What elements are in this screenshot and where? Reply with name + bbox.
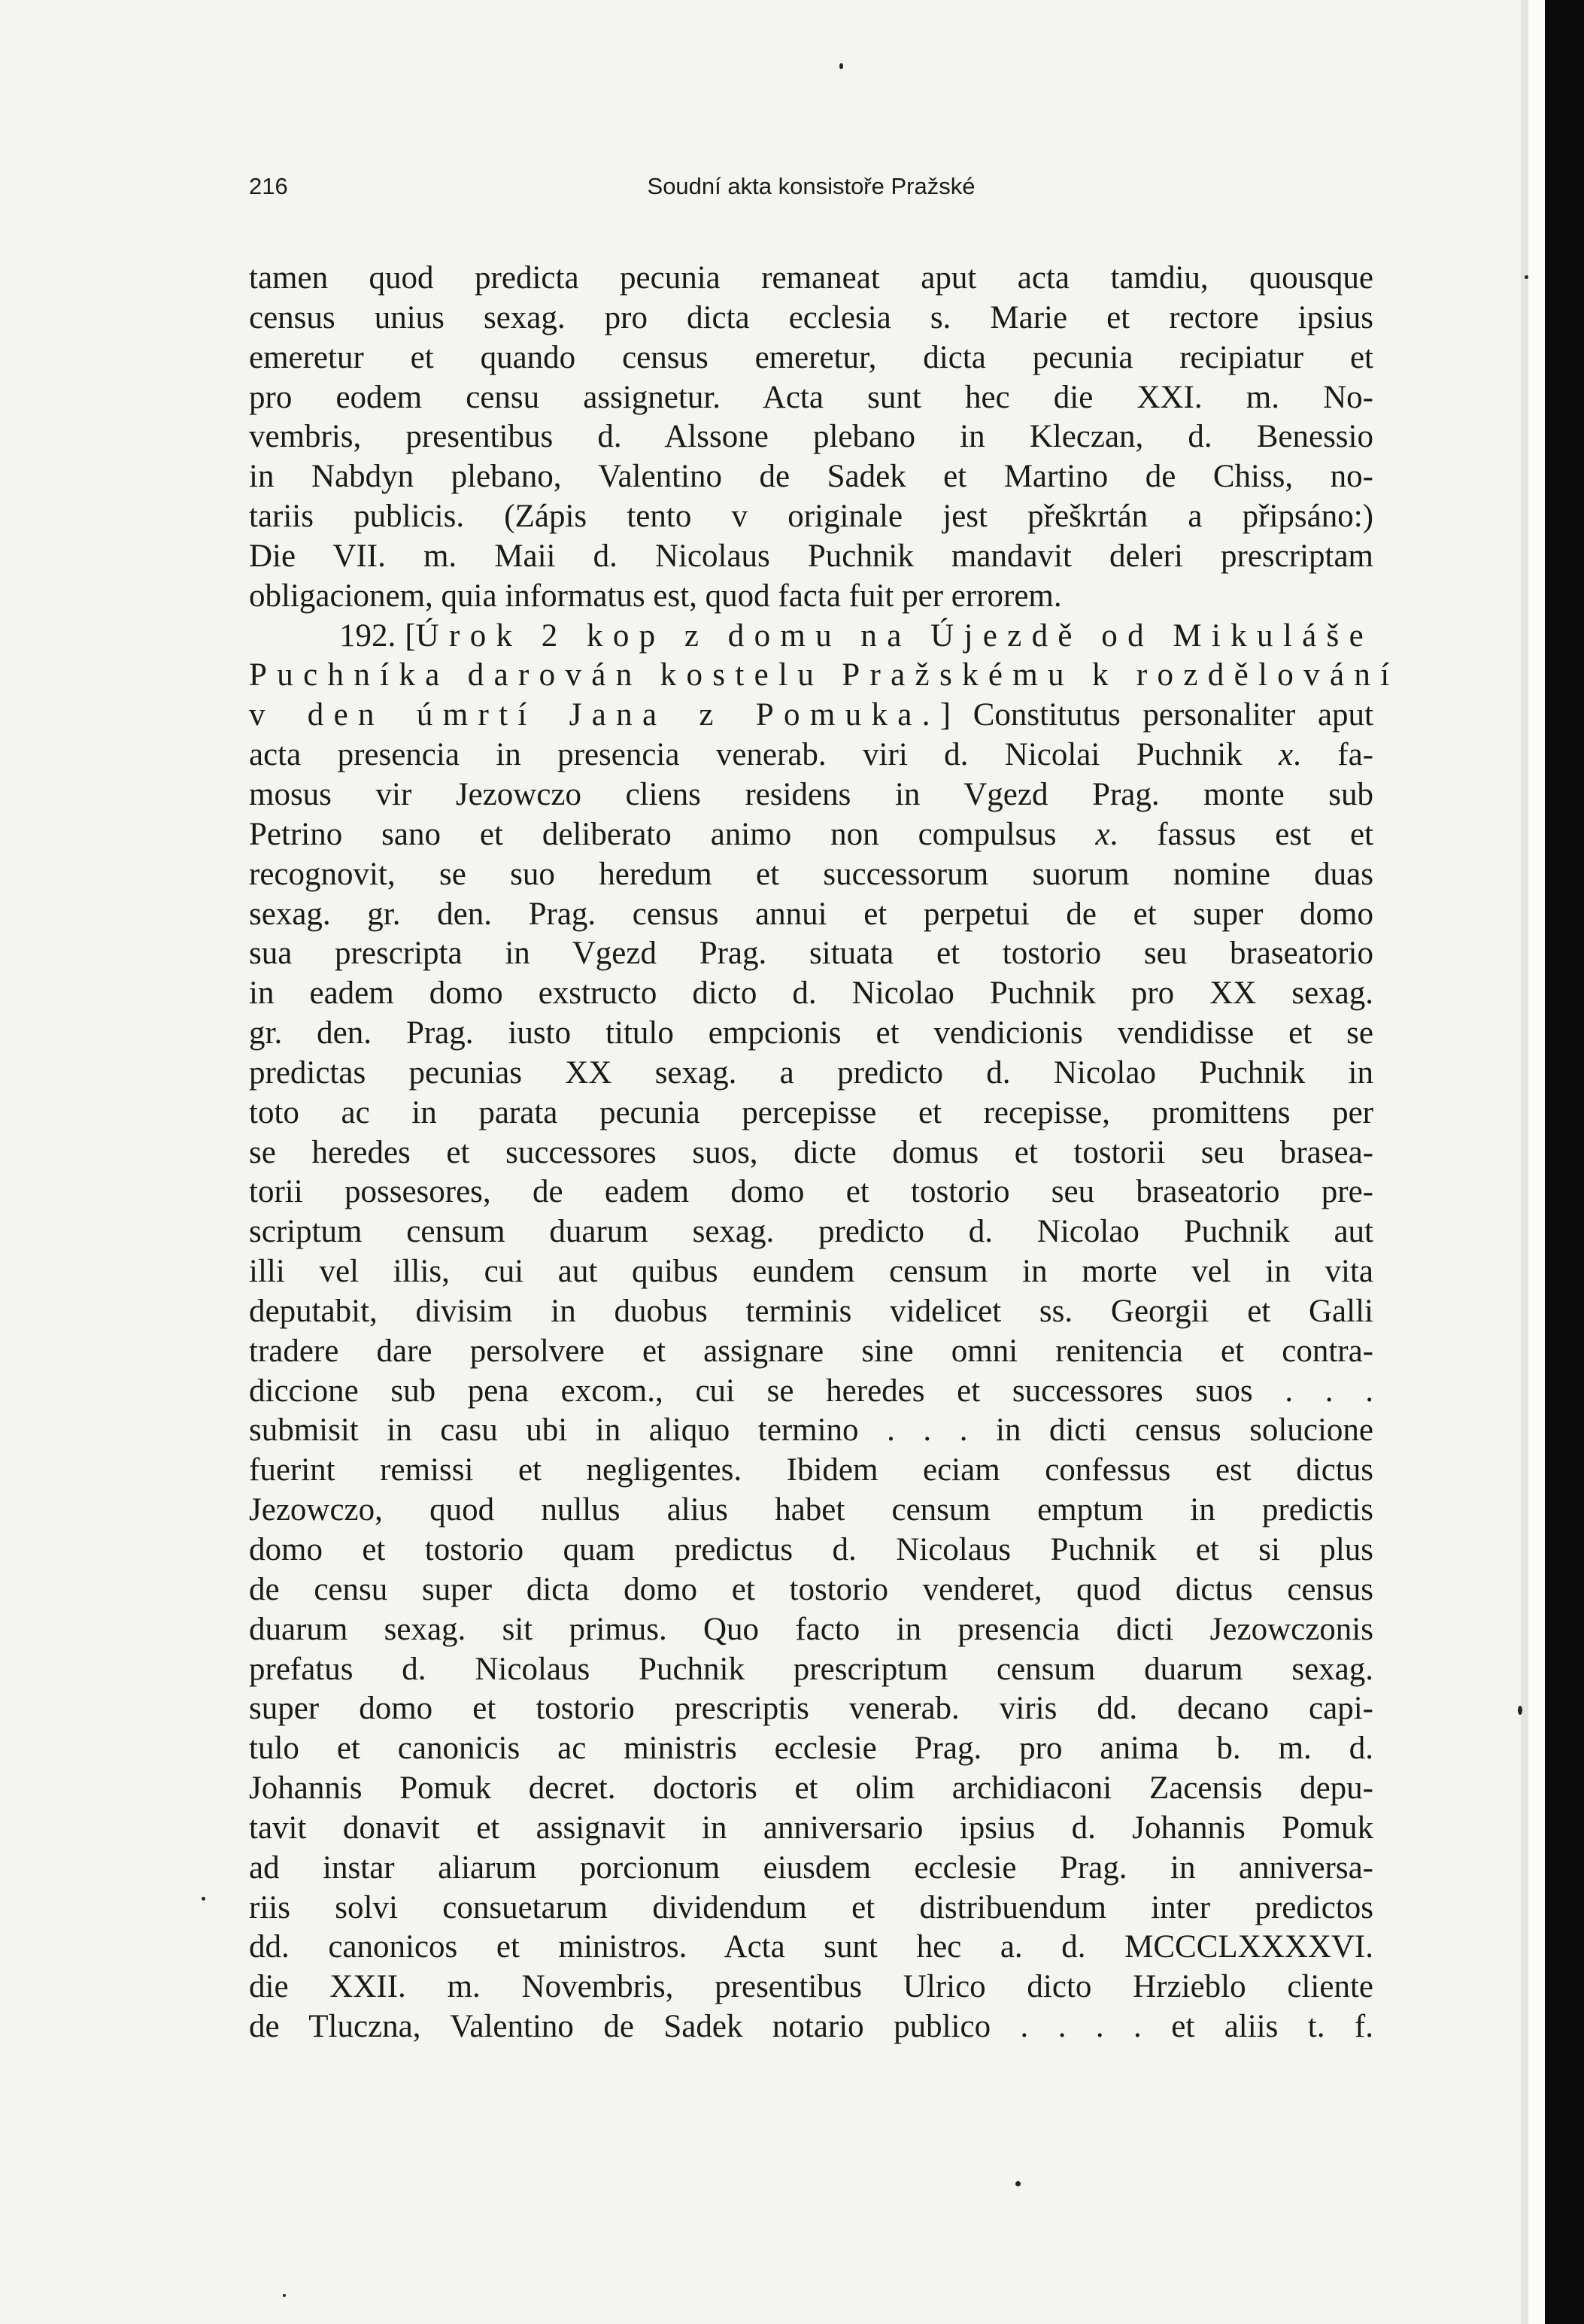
text-line bbox=[249, 617, 1373, 657]
text-line bbox=[249, 457, 1373, 497]
text-line bbox=[249, 775, 1373, 815]
text-segment: . fassus est et bbox=[1109, 816, 1374, 852]
text-line bbox=[249, 1173, 1373, 1212]
text-line bbox=[249, 338, 1373, 378]
text-line bbox=[249, 1014, 1373, 1054]
page-number: 216 bbox=[249, 173, 288, 199]
text-segment: x bbox=[1279, 737, 1294, 773]
text-segment: deputabit, divisim in duobus terminis videlicet ss. Georgii et Galli bbox=[249, 1293, 1373, 1329]
page-header bbox=[249, 173, 1373, 203]
text-line bbox=[249, 815, 1373, 855]
text-line bbox=[249, 417, 1373, 457]
text-segment: gr. den. Prag. iusto titulo empcionis et vendicionis vendidisse et se bbox=[249, 1015, 1373, 1051]
text-line bbox=[249, 1133, 1373, 1173]
text-segment: predictas pecunias XX sexag. a predicto d. Nicolao Puchnik in bbox=[249, 1054, 1373, 1091]
text-line bbox=[249, 1372, 1373, 1412]
text-line bbox=[249, 736, 1373, 775]
text-line bbox=[249, 537, 1373, 577]
text-segment: sexag. gr. den. Prag. census annui et perpetui de et super domo bbox=[249, 896, 1373, 932]
text-segment: ] Constitutus personaliter aput bbox=[939, 697, 1373, 733]
text-segment: torii possesores, de eadem domo et tostorio seu braseatorio pre- bbox=[249, 1174, 1373, 1210]
text-segment: acta presencia in presencia venerab. viri d. Nicolai Puchnik bbox=[249, 737, 1279, 773]
text-line bbox=[249, 1729, 1373, 1769]
text-segment: . fa- bbox=[1293, 737, 1373, 773]
text-line bbox=[249, 1094, 1373, 1133]
text-line bbox=[249, 1769, 1373, 1809]
text-segment: sua prescripta in Vgezd Prag. situata et tostorio seu braseatorio bbox=[249, 936, 1373, 972]
scan-speck bbox=[839, 63, 843, 69]
text-segment: in Nabdyn plebano, Valentino de Sadek et Martino de Chiss, no- bbox=[249, 459, 1373, 495]
text-segment: tariis publicis. (Zápis tento v originale jest přeškrtán a připsáno:) bbox=[249, 499, 1373, 535]
body-text bbox=[249, 259, 1400, 2047]
text-segment: tulo et canonicis ac ministris ecclesie Prag. pro anima b. m. d. bbox=[249, 1731, 1373, 1767]
text-line bbox=[249, 1411, 1373, 1451]
text-line bbox=[249, 2007, 1373, 2047]
text-line bbox=[249, 1491, 1373, 1531]
spaced-heading-text: Puchníka darován kostelu Pražskému k rozdělování bbox=[249, 657, 1400, 693]
text-line bbox=[249, 656, 1400, 696]
text-segment: Die VII. m. Maii d. Nicolaus Puchnik mandavit deleri prescriptam bbox=[249, 538, 1373, 574]
text-segment: se heredes et successores suos, dicte domus et tostorii seu brasea- bbox=[249, 1134, 1373, 1170]
scan-speck bbox=[202, 1897, 205, 1901]
text-segment: illi vel illis, cui aut quibus eundem censum in morte vel in vita bbox=[249, 1254, 1373, 1290]
text-line bbox=[249, 1968, 1373, 2007]
text-line bbox=[249, 299, 1373, 338]
text-segment: de censu super dicta domo et tostorio venderet, quod dictus census bbox=[249, 1571, 1373, 1607]
text-segment: vembris, presentibus d. Alssone plebano in Kleczan, d. Benessio bbox=[249, 419, 1373, 455]
scan-speck bbox=[283, 2294, 286, 2297]
text-segment: riis solvi consuetarum dividendum et distribuendum inter predictos bbox=[249, 1889, 1373, 1925]
text-segment: toto ac in parata pecunia percepisse et recepisse, promittens per bbox=[249, 1094, 1373, 1130]
text-line bbox=[249, 1451, 1373, 1491]
text-segment: prefatus d. Nicolaus Puchnik prescriptum censum duarum sexag. bbox=[249, 1651, 1373, 1687]
scan-page-edge bbox=[1528, 0, 1545, 2324]
text-segment: in eadem domo exstructo dicto d. Nicolao Puchnik pro XX sexag. bbox=[249, 975, 1373, 1012]
text-segment: submisit in casu ubi in aliquo termino . . . in dicti census solucione bbox=[249, 1412, 1373, 1449]
spaced-heading-text: v den úmrtí Jana z Pomuka. bbox=[249, 697, 940, 733]
text-segment: tavit donavit et assignavit in anniversario ipsius d. Johannis Pomuk bbox=[249, 1810, 1373, 1846]
text-line bbox=[249, 1928, 1373, 1968]
text-segment: mosus vir Jezowczo cliens residens in Vgezd Prag. monte sub bbox=[249, 776, 1373, 812]
text-segment: pro eodem censu assignetur. Acta sunt hec die XXI. m. No- bbox=[249, 379, 1373, 415]
text-segment: diccione sub pena excom., cui se heredes et successores suos . . . bbox=[249, 1373, 1373, 1409]
text-line bbox=[249, 259, 1373, 299]
text-segment: Petrino sano et deliberato animo non compulsus bbox=[249, 816, 1096, 852]
text-line bbox=[249, 974, 1373, 1014]
text-segment: tamen quod predicta pecunia remaneat aput acta tamdiu, quousque bbox=[249, 260, 1373, 296]
text-line bbox=[249, 497, 1373, 537]
text-segment: dd. canonicos et ministros. Acta sunt hec a. d. MCCCLXXXXVI. bbox=[249, 1929, 1373, 1965]
text-line bbox=[249, 1332, 1373, 1372]
text-segment: domo et tostorio quam predictus d. Nicolaus Puchnik et si plus bbox=[249, 1532, 1373, 1567]
text-segment: fuerint remissi et negligentes. Ibidem eciam confessus est dictus bbox=[249, 1452, 1373, 1488]
text-line bbox=[249, 1689, 1373, 1729]
text-line bbox=[249, 1650, 1373, 1690]
text-segment: x bbox=[1095, 816, 1110, 852]
text-segment: emeretur et quando census emeretur, dicta pecunia recipiatur et bbox=[249, 339, 1373, 375]
text-segment: de Tluczna, Valentino de Sadek notario publico . . . . et aliis t. f. bbox=[249, 2009, 1373, 2045]
text-line bbox=[249, 1610, 1373, 1650]
scan-page-shadow bbox=[1521, 0, 1528, 2324]
text-segment: die XXII. m. Novembris, presentibus Ulrico dicto Hrzieblo cliente bbox=[249, 1969, 1373, 2005]
text-line bbox=[249, 934, 1373, 974]
text-segment: tradere dare persolvere et assignare sine omni renitencia et contra- bbox=[249, 1333, 1373, 1369]
text-segment: scriptum censum duarum sexag. predicto d. Nicolao Puchnik aut bbox=[249, 1214, 1373, 1250]
text-line bbox=[249, 1889, 1373, 1928]
spaced-heading-text: Úrok 2 kop z domu na Újezdě od Mikuláše bbox=[415, 617, 1373, 654]
text-segment: Johannis Pomuk decret. doctoris et olim archidiaconi Zacensis depu- bbox=[249, 1770, 1373, 1807]
text-line bbox=[249, 696, 1373, 736]
text-line bbox=[249, 855, 1373, 895]
text-line bbox=[249, 1252, 1373, 1292]
text-line bbox=[249, 1809, 1373, 1849]
text-segment: super domo et tostorio prescriptis venerab. viris dd. decano capi- bbox=[249, 1691, 1373, 1727]
text-segment: 192. [ bbox=[339, 617, 416, 654]
text-line bbox=[249, 895, 1373, 935]
text-segment: ad instar aliarum porcionum eiusdem ecclesie Prag. in anniversa- bbox=[249, 1849, 1373, 1886]
scan-speck bbox=[1525, 275, 1528, 279]
text-line bbox=[249, 577, 1373, 617]
scan-speck bbox=[1015, 2181, 1021, 2186]
text-line bbox=[249, 378, 1373, 418]
text-line bbox=[249, 1849, 1373, 1889]
text-line bbox=[249, 1531, 1373, 1570]
running-title: Soudní akta konsistoře Pražské bbox=[647, 173, 976, 199]
text-segment: duarum sexag. sit primus. Quo facto in presencia dicti Jezowczonis bbox=[249, 1611, 1373, 1647]
text-segment: recognovit, se suo heredum et successorum suorum nomine duas bbox=[249, 856, 1373, 892]
text-line bbox=[249, 1570, 1373, 1610]
text-line bbox=[249, 1292, 1373, 1332]
text-segment: Jezowczo, quod nullus alius habet censum emptum in predictis bbox=[249, 1492, 1373, 1528]
text-line bbox=[249, 1054, 1373, 1094]
text-line bbox=[249, 1212, 1373, 1252]
scan-speck bbox=[1518, 1706, 1522, 1715]
scan-dark-border bbox=[1545, 0, 1584, 2324]
text-segment: census unius sexag. pro dicta ecclesia s. Marie et rectore ipsius bbox=[249, 299, 1373, 335]
text-segment: obligacionem, quia informatus est, quod facta fuit per errorem. bbox=[249, 578, 1062, 614]
